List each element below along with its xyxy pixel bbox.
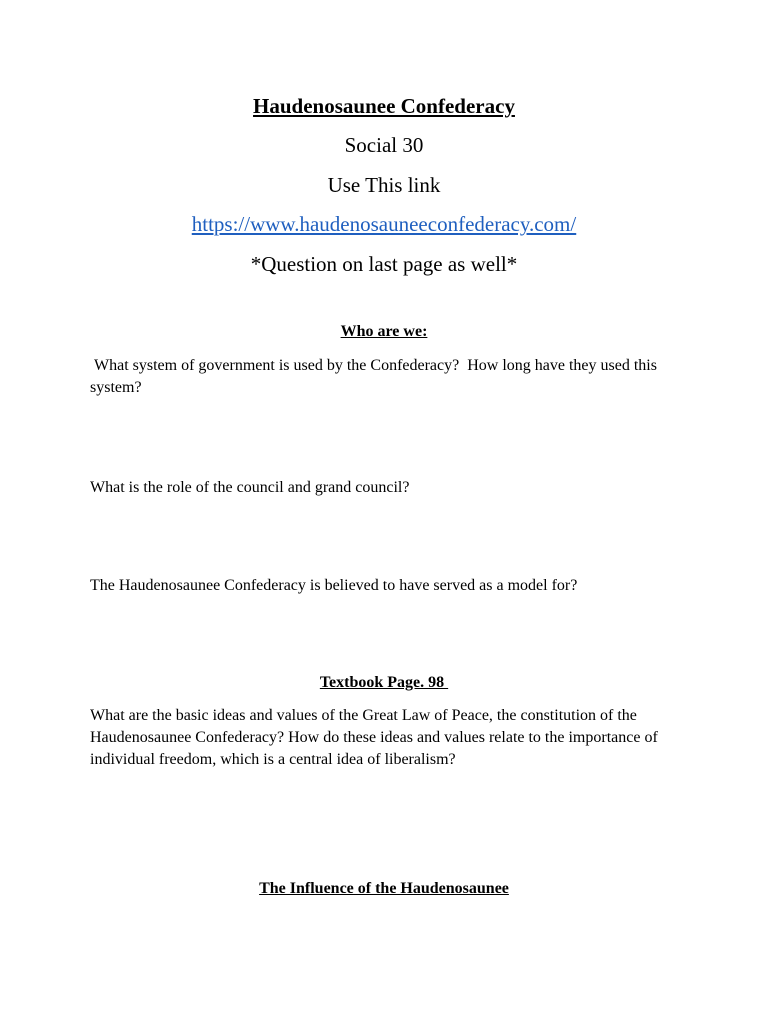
question-model-for: The Haudenosaunee Confederacy is believed to have served as a model for? [90,577,578,594]
section-heading-textbook: Textbook Page. 98 [319,674,449,691]
course-name: Social 30 [344,133,424,157]
last-page-note: *Question on last page as well* [250,252,518,276]
section-heading-who-are-we: Who are we: [340,323,428,340]
section-heading-influence: The Influence of the Haudenosaunee [259,880,509,897]
page-title: Haudenosaunee Confederacy [253,94,515,118]
question-government-system: What system of government is used by the Confederacy? How long have they used this system? [90,357,661,396]
question-great-law-of-peace: What are the basic ideas and values of the Great Law of Peace, the constitution of the Haudenosaunee Confederacy? How do these ideas and values relate to the importance of individual freedom, which is a central idea of liberalism? [90,707,658,768]
confederacy-website-link[interactable]: https://www.haudenosauneeconfederacy.com/ [191,212,577,236]
question-council-role: What is the role of the council and grand council? [90,479,410,496]
link-intro: Use This link [327,173,441,197]
